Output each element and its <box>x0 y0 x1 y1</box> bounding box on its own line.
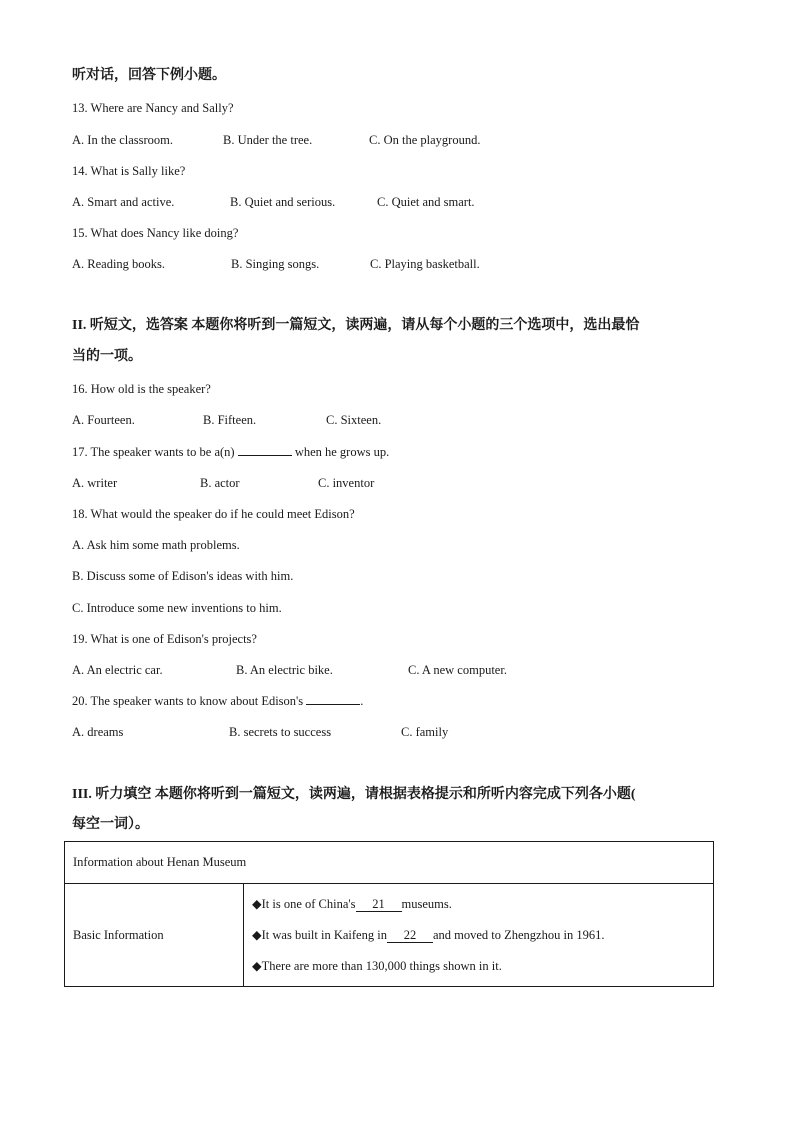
diamond-bullet-icon: ◆ <box>252 927 262 942</box>
q20-text-before: 20. The speaker wants to know about Edison's <box>72 694 307 708</box>
q17-option-b: B. actor <box>200 476 240 490</box>
bullet-item-1 <box>252 889 705 920</box>
question-19: 19. What is one of Edison's projects? <box>72 632 257 646</box>
q14-option-c: C. Quiet and smart. <box>377 195 475 209</box>
q19-option-b: B. An electric bike. <box>236 663 333 677</box>
q20-option-a: A. dreams <box>72 725 124 739</box>
q14-option-a: A. Smart and active. <box>72 195 175 209</box>
q17-option-c: C. inventor <box>318 476 375 490</box>
basic-information-label: Basic Information <box>65 884 244 987</box>
bullet-1-after: museums. <box>401 896 452 911</box>
question-14: 14. What is Sally like? <box>72 164 186 178</box>
q20-option-b: B. secrets to success <box>229 725 332 739</box>
q16-option-b: B. Fifteen. <box>203 413 257 427</box>
question-18: 18. What would the speaker do if he could meet Edison? <box>72 507 355 521</box>
question-16: 16. How old is the speaker? <box>72 382 211 396</box>
blank-22[interactable]: 22 <box>387 928 433 943</box>
blank-21[interactable]: 21 <box>356 897 402 912</box>
section-2-heading-line-2: 当的一项。 <box>72 349 142 364</box>
basic-information-content <box>244 884 714 987</box>
q13-option-c: C. On the playground. <box>369 133 481 147</box>
q19-option-c: C. A new computer. <box>408 663 507 677</box>
section-2-heading-line-1: II. 听短文，选答案 本题你将听到一篇短文，读两遍，请从每个小题的三个选项中，选出最恰 <box>72 318 640 333</box>
bullet-3-text: There are more than 130,000 things shown in it. <box>261 958 502 973</box>
table-title-cell: Information about Henan Museum <box>65 842 714 884</box>
bullet-1-before: It is one of China's <box>261 896 356 911</box>
question-20 <box>72 693 363 709</box>
q19-option-a: A. An electric car. <box>72 663 163 677</box>
question-15: 15. What does Nancy like doing? <box>72 226 239 240</box>
q18-option-a: A. Ask him some math problems. <box>72 538 240 552</box>
bullet-2-before: It was built in Kaifeng in <box>261 927 387 942</box>
q14-option-b: B. Quiet and serious. <box>230 195 336 209</box>
bullet-item-3 <box>252 951 705 982</box>
q15-option-b: B. Singing songs. <box>231 257 320 271</box>
diamond-bullet-icon: ◆ <box>252 958 262 973</box>
section-1-heading: 听对话，回答下例小题。 <box>72 68 226 83</box>
q13-option-b: B. Under the tree. <box>223 133 313 147</box>
q20-answer-blank[interactable] <box>306 693 360 705</box>
question-13: 13. Where are Nancy and Sally? <box>72 101 234 115</box>
q16-option-c: C. Sixteen. <box>326 413 382 427</box>
q17-text-after: when he grows up. <box>291 445 390 459</box>
section-3-heading-line-1: III. 听力填空 本题你将听到一篇短文，读两遍，请根据表格提示和所听内容完成下列各小题( <box>72 787 636 802</box>
section-3-heading-line-2: 每空一词）。 <box>72 817 149 832</box>
q15-option-a: A. Reading books. <box>72 257 166 271</box>
bullet-2-after: and moved to Zhengzhou in 1961. <box>432 927 605 942</box>
q17-answer-blank[interactable] <box>238 444 292 456</box>
museum-info-table <box>64 841 714 987</box>
q15-option-c: C. Playing basketball. <box>370 257 480 271</box>
q18-option-b: B. Discuss some of Edison's ideas with him. <box>72 569 294 583</box>
diamond-bullet-icon: ◆ <box>252 896 262 911</box>
bullet-item-2 <box>252 920 705 951</box>
q17-option-a: A. writer <box>72 476 118 490</box>
question-17 <box>72 444 389 460</box>
q18-option-c: C. Introduce some new inventions to him. <box>72 601 282 615</box>
q20-text-after: . <box>360 694 364 708</box>
q13-option-a: A. In the classroom. <box>72 133 174 147</box>
q16-option-a: A. Fourteen. <box>72 413 135 427</box>
q20-option-c: C. family <box>401 725 449 739</box>
q17-text-before: 17. The speaker wants to be a(n) <box>72 445 238 459</box>
